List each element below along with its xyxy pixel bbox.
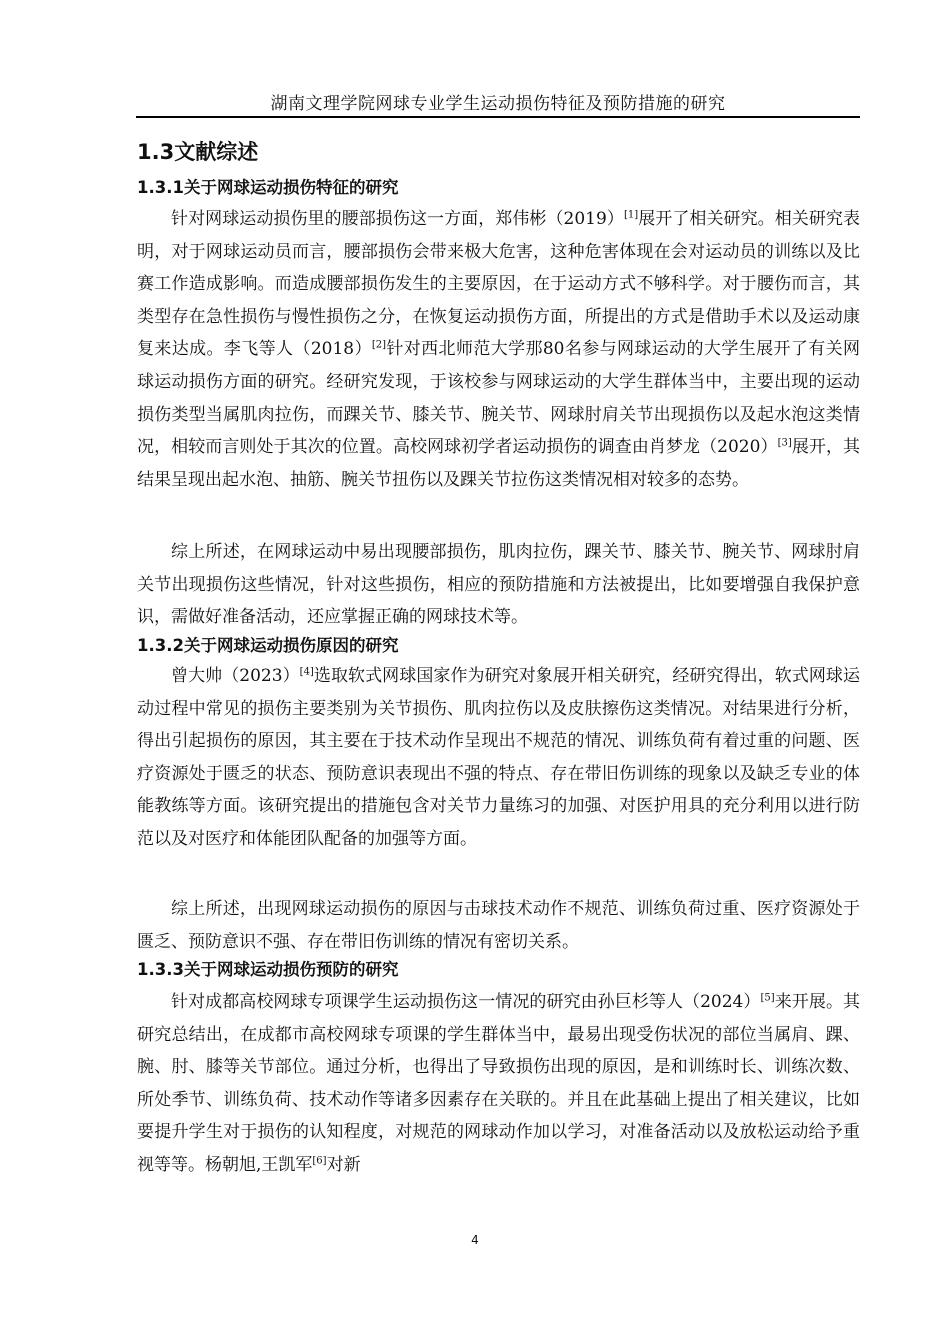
paragraph-text: 展开，其结果呈现出起水泡、抽筋、腕关节扭伤以及踝关节拉伤这类情况相对较多的态势。 — [137, 437, 861, 490]
paragraph-text: 针对成都高校网球专项课学生运动损伤这一情况的研究由孙巨杉等人（2024） — [171, 992, 761, 1012]
paragraph — [137, 893, 860, 958]
subsection-heading: 1.3.2关于网球运动损伤原因的研究 — [137, 636, 399, 655]
section-heading: 1.3文献综述 — [137, 140, 259, 164]
citation-ref: [5] — [760, 992, 775, 1004]
paragraph — [137, 986, 860, 1182]
paragraph-text: 对新 — [326, 1154, 361, 1175]
running-header: 湖南文理学院网球专业学生运动损伤特征及预防措施的研究 — [270, 94, 726, 114]
page-number: 4 — [471, 1233, 479, 1247]
citation-ref: [4] — [299, 666, 314, 678]
subsection-heading: 1.3.1关于网球运动损伤特征的研究 — [137, 178, 399, 197]
citation-ref: [3] — [777, 437, 792, 449]
paragraph-text: 选取软式网球国家作为研究对象展开相关研究，经研究得出，软式网球运动过程中常见的损伤主要类别为关节损伤、肌肉拉伤以及皮肤擦伤这类情况。对结果进行分析，得出引起损伤的原因，其主要在于技术动作呈现出不规范的情况、训练负荷有着过重的问题、医疗资源处于匮乏的状态、预防意识表现出不强的特点、存在带旧伤训练的现象以及缺乏专业的体能教练等方面。该研究提出的措施包含对关节力量练习的加强、对医护用具的充分利用以进行防范以及对医疗和体能团队配备的加强等方面。 — [137, 666, 861, 849]
paragraph-text: 综上所述，在网球运动中易出现腰部损伤，肌肉拉伤，踝关节、膝关节、腕关节、网球肘肩关节出现损伤这些情况，针对这些损伤，相应的预防措施和方法被提出，比如要增强自我保护意识，需做好准备活动，还应掌握正确的网球技术等。 — [137, 542, 860, 628]
paragraph-text: 曾大帅（2023） — [171, 666, 300, 686]
paragraph-text: 综上所述，出现网球运动损伤的原因与击球技术动作不规范、训练负荷过重、医疗资源处于匮乏、预防意识不强、存在带旧伤训练的情况有密切关系。 — [137, 899, 860, 952]
paragraph-text: 针对网球运动损伤里的腰部损伤这一方面，郑伟彬（2019） — [171, 209, 624, 229]
citation-ref: [6] — [312, 1155, 327, 1167]
paragraph-text: 来开展。其研究总结出，在成都市高校网球专项课的学生群体当中，最易出现受伤状况的部位当属肩、踝、腕、肘、膝等关节部位。通过分析，也得出了导致损伤出现的原因，是和训练时长、训练次数、所处季节、训练负荷、技术动作等诸多因素存在关联的。并且在此基础上提出了相关建议，比如要提升学生对于损伤的认知程度，对规范的网球动作加以学习，对准备活动以及放松运动给予重视等等。杨朝旭,王凯军 — [137, 992, 861, 1175]
paragraph — [137, 660, 860, 856]
header-rule — [136, 116, 860, 118]
paragraph-text: 展开了相关研究。相关研究表明，对于网球运动员而言，腰部损伤会带来极大危害，这种危害体现在会对运动员的训练以及比赛工作造成影响。而造成腰部损伤发生的主要原因，在于运动方式不够科学。对于腰伤而言，其类型存在急性损伤与慢性损伤之分，在恢复运动损伤方面，所提出的方式是借助手术以及运动康复来达成。李飞等人（2018） — [137, 209, 861, 360]
paragraph-text: 针对西北师范大学那80名参与网球运动的大学生展开了有关网球运动损伤方面的研究。经研究发现，于该校参与网球运动的大学生群体当中，主要出现的运动损伤类型当属肌肉拉伤，而踝关节、膝关节、腕关节、网球肘肩关节出现损伤以及起水泡这类情况，相较而言则处于其次的位置。高校网球初学者运动损伤的调查由肖梦龙（2020） — [137, 339, 860, 458]
citation-ref: [2] — [371, 339, 387, 351]
paragraph — [137, 536, 860, 634]
citation-ref: [1] — [623, 209, 639, 221]
subsection-heading: 1.3.3关于网球运动损伤预防的研究 — [137, 960, 399, 979]
paragraph — [137, 203, 860, 496]
